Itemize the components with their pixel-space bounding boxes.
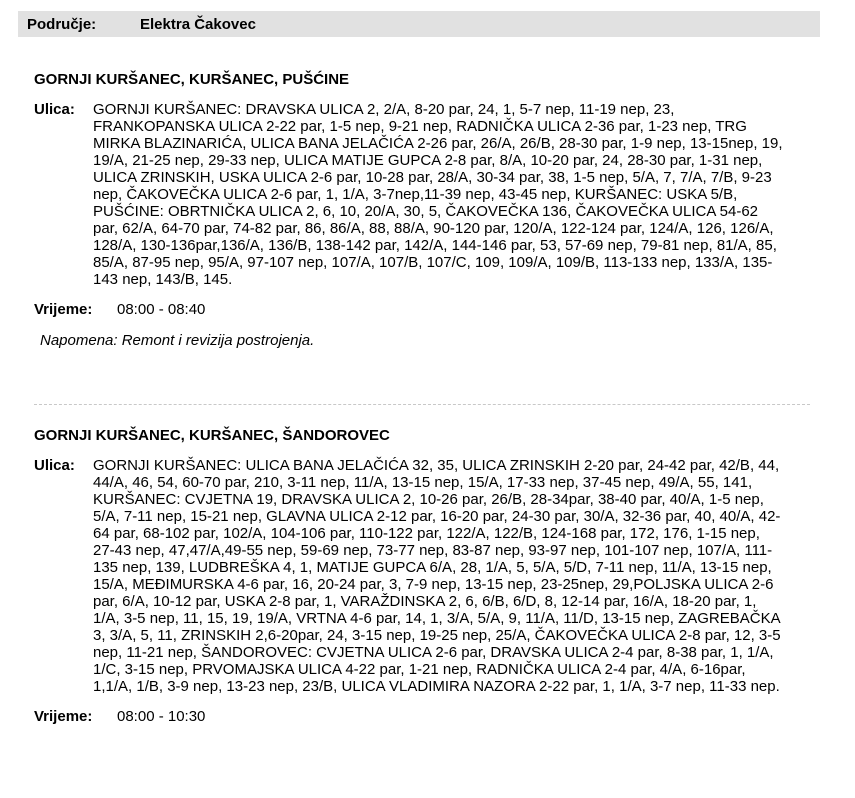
area-value: Elektra Čakovec [140, 15, 256, 33]
area-header [18, 11, 820, 37]
time-label: Vrijeme: [34, 708, 93, 725]
outage-section-2 [34, 427, 810, 726]
street-row [34, 457, 810, 695]
street-label: Ulica: [34, 457, 75, 474]
area-label: Područje: [27, 15, 97, 33]
outage-section-1 [34, 71, 810, 350]
section-title: GORNJI KURŠANEC, KURŠANEC, ŠANDOROVEC [34, 427, 390, 444]
street-list: GORNJI KURŠANEC: DRAVSKA ULICA 2, 2/A, 8-20 par, 24, 1, 5-7 nep, 11-19 nep, 23, FRANKOPANSKA ULICA 2-22 par, 1-5 nep, 9-21 nep, RADNIČKA ULICA 2-36 par, 1-23 nep, TRG MIRKA BLAZINARIĆA, ULICA BANA JELAČIĆA 2-26 par, 26/A, 26/B, 28-30 par, 1-9 nep, 13-15nep, 19, 19/A, 21-25 nep, 29-33 nep, ULICA MATIJE GUPCA 2-8 par, 8/A, 10-20 par, 24, 28-30 par, 1-31 nep, ULICA ZRINSKIH, USKA ULICA 2-6 par, 10-28 par, 28/A, 30-34 par, 38, 1-5 nep, 5/A, 7, 7/A, 7/B, 9-23 nep, ČAKOVEČKA ULICA 2-6 par, 1, 1/A, 3-7nep,11-39 nep, 43-45 nep, KURŠANEC: USKA 5/B, PUŠĆINE: OBRTNIČKA ULICA 2, 6, 10, 20/A, 30, 5, ČAKOVEČKA 136, ČAKOVEČKA ULICA 54-62 par, 62/A, 64-70 par, 74-82 par, 86, 86/A, 88, 88/A, 90-120 par, 120/A, 122-124 par, 124/A, 126, 126/A, 128/A, 130-136par,136/A, 136/B, 138-142 par, 142/A, 144-146 par, 53, 57-69 nep, 79-81 nep, 81/A, 85, 85/A, 87-95 nep, 95/A, 97-107 nep, 107/A, 107/B, 107/C, 109, 109/A, 109/B, 113-133 nep, 133/A, 135-143 nep, 143/B, 145. [93, 101, 783, 288]
time-row [34, 301, 810, 319]
time-row [34, 708, 810, 726]
section-divider [34, 404, 810, 405]
note: Napomena: Remont i revizija postrojenja. [40, 332, 315, 349]
street-row [34, 101, 810, 288]
section-title: GORNJI KURŠANEC, KURŠANEC, PUŠĆINE [34, 71, 350, 88]
street-label: Ulica: [34, 101, 75, 118]
time-label: Vrijeme: [34, 301, 93, 318]
time-value: 08:00 - 10:30 [117, 708, 206, 725]
street-list: GORNJI KURŠANEC: ULICA BANA JELAČIĆA 32, 35, ULICA ZRINSKIH 2-20 par, 24-42 par, 42/B, 44, 44/A, 46, 54, 60-70 par, 210, 3-11 nep, 11/A, 13-15 nep, 15/A, 17-33 nep, 37-45 nep, 49/A, 55, 141, KURŠANEC: CVJETNA 19, DRAVSKA ULICA 2, 10-26 par, 26/B, 28-34par, 38-40 par, 40/A, 1-5 nep, 5/A, 7-11 nep, 15-21 nep, GLAVNA ULICA 2-12 par, 16-20 par, 24-30 par, 30/A, 32-36 par, 40, 40/A, 42-64 par, 68-102 par, 102/A, 104-106 par, 110-122 par, 122/A, 122/B, 124-168 par, 172, 176, 1-15 nep, 27-43 nep, 47,47/A,49-55 nep, 59-69 nep, 73-77 nep, 83-87 nep, 93-97 nep, 101-107 nep, 107/A, 111-135 nep, 139, LUDBREŠKA 4, 1, MATIJE GUPCA 6/A, 28, 1/A, 5, 5/A, 5/D, 7-11 nep, 11/A, 13-15 nep, 15/A, MEĐIMURSKA 4-6 par, 16, 20-24 par, 3, 7-9 nep, 13-15 nep, 23-25nep, 29,POLJSKA ULICA 2-6 par, 6/A, 10-12 par, USKA 2-8 par, 1, VARAŽDINSKA 2, 6, 6/B, 6/D, 8, 12-14 par, 16/A, 18-20 par, 1, 1/A, 3-5 nep, 11, 15, 19, 19/A, VRTNA 4-6 par, 14, 1, 3/A, 5/A, 9, 11/A, 11/D, 13-15 nep, ZAGREBAČKA 3, 3/A, 5, 11, ZRINSKIH 2,6-20par, 24, 3-15 nep, 19-25 nep, 25/A, ČAKOVEČKA ULICA 2-8 par, 12, 3-5 nep, 11-21 nep, ŠANDOROVEC: CVJETNA ULICA 2-6 par, DRAVSKA ULICA 2-4 par, 8-38 par, 1, 1/A, 1/C, 3-15 nep, PRVOMAJSKA ULICA 4-22 par, 1-21 nep, RADNIČKA ULICA 2-4 par, 4/A, 6-16par, 1,1/A, 1/B, 3-9 nep, 13-23 nep, 23/B, ULICA VLADIMIRA NAZORA 2-22 par, 1, 1/A, 3-7 nep, 11-33 nep. [93, 457, 781, 695]
time-value: 08:00 - 08:40 [117, 301, 206, 318]
